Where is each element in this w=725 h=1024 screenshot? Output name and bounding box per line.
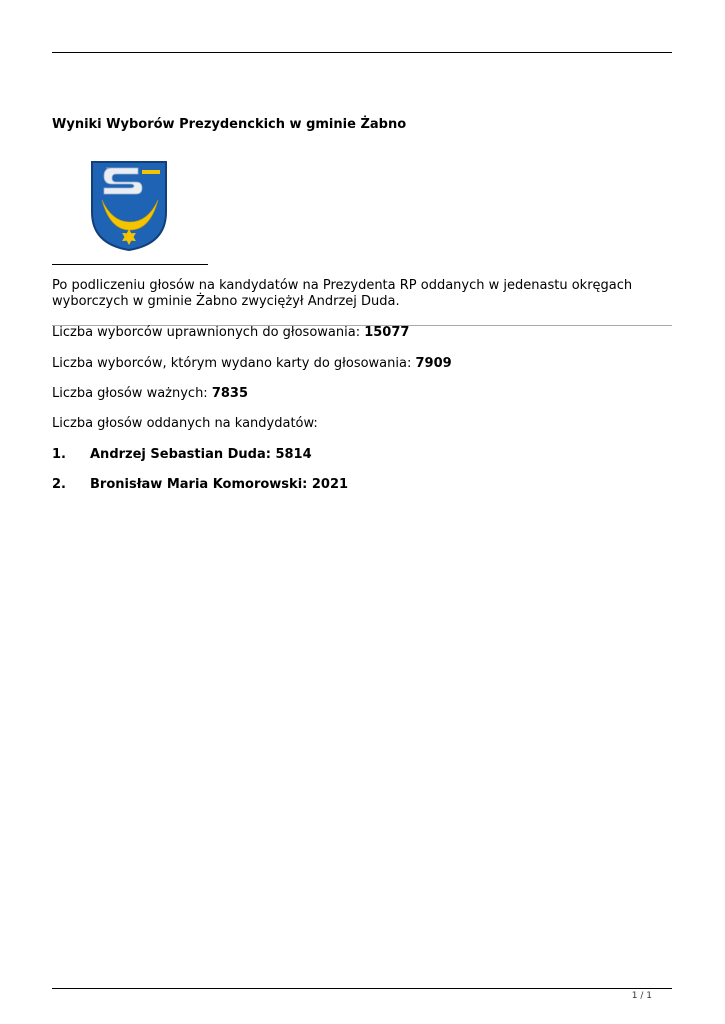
candidates-heading: Liczba głosów oddanych na kandydatów: [52,416,318,431]
stat-value: 7835 [211,386,249,401]
stat-label: Liczba głosów ważnych: [52,386,212,401]
candidate-number: 1. [52,447,66,462]
candidate-result: Bronisław Maria Komorowski: 2021 [90,477,349,492]
footer-rule [52,988,672,989]
page-title: Wyniki Wyborów Prezydenckich w gminie Żabno [52,117,407,132]
candidate-item [52,447,312,463]
stat-eligible-voters [52,325,409,341]
coat-of-arms-icon [90,160,168,252]
candidate-item [52,477,348,493]
stat-value: 7909 [415,356,452,371]
candidate-result: Andrzej Sebastian Duda: 5814 [90,447,312,462]
image-caption-rule [52,264,208,265]
page-number: 1 / 1 [631,991,652,1001]
candidate-number: 2. [52,477,66,492]
stat-ballots-issued [52,356,452,372]
stat-value: 15077 [364,325,410,340]
intro-paragraph: Po podliczeniu głosów na kandydatów na Prezydenta RP oddanych w jedenastu okręgach wyborczych w gminie Żabno zwyciężył Andrzej Duda. [52,278,633,309]
stat-label: Liczba wyborców, którym wydano karty do głosowania: [52,356,416,371]
top-rule [52,52,672,53]
stat-label: Liczba wyborców uprawnionych do głosowania: [52,325,365,340]
stat-valid-votes [52,386,248,402]
